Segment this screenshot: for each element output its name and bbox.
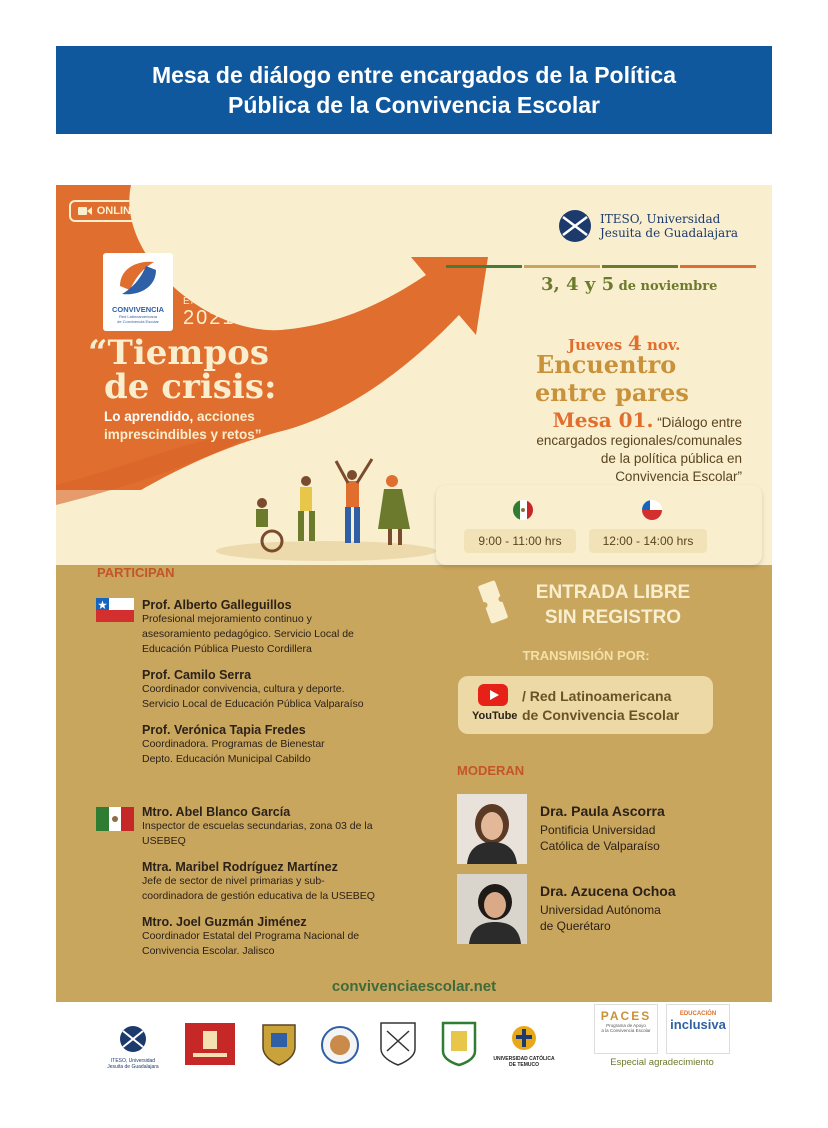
participants-mexico-list: [142, 805, 452, 959]
iteso-globe-icon: [558, 209, 592, 243]
iteso-name-line1: ITESO, Universidad: [600, 212, 721, 226]
catolica-logo-icon: [511, 1025, 537, 1051]
participant-name: Prof. Camilo Serra: [142, 668, 252, 682]
moderan-heading: MODERAN: [457, 763, 525, 778]
participant-item: [142, 598, 442, 657]
iteso-footer-globe-icon: [119, 1025, 147, 1053]
participant-name: Mtra. Maribel Rodríguez Martínez: [142, 860, 338, 874]
catolica-line1: UNIVERSIDAD CATÓLICA: [493, 1056, 555, 1062]
youtube-icon: [478, 684, 508, 706]
moderator-affiliation-line1: Pontificia Universidad: [540, 823, 656, 837]
online-label: ONLINE: [96, 205, 139, 217]
moderator-info-ochoa: [540, 883, 676, 934]
session-day-label: Jueves: [568, 336, 623, 354]
convivencia-logo-mark: [114, 256, 162, 300]
channel-line2: de Convivencia Escolar: [522, 707, 680, 723]
free-entry-label: [518, 580, 708, 630]
schedule-card: [436, 485, 762, 565]
catolica-line2: DE TEMUCO: [509, 1062, 539, 1068]
participant-desc-line: Coordinador convivencia, cultura y deporte.: [142, 683, 345, 695]
participant-desc-line: USEBEQ: [142, 835, 186, 847]
session-day-month: nov.: [641, 336, 681, 354]
red-university-logo: [185, 1023, 235, 1065]
shield-logo: [379, 1021, 417, 1067]
header-title-line1: Mesa de diálogo entre encargados de la Política: [151, 62, 677, 88]
youtube-label: YouTube: [472, 710, 518, 722]
participant-desc-line: Coordinadora. Programas de Bienestar: [142, 738, 325, 750]
video-camera-icon: [78, 206, 92, 216]
convivencia-logo-sub1: Red Latinoamericana: [118, 314, 158, 319]
participant-item: [142, 860, 452, 904]
time-mexico: 9:00 - 11:00 hrs: [464, 529, 576, 553]
participant-desc-line: Profesional mejoramiento continuo y: [142, 613, 312, 625]
event-poster: [56, 185, 772, 1077]
year-label: 2021: [183, 307, 236, 329]
mexico-flag-icon: [512, 499, 534, 521]
green-shield-logo: [441, 1021, 477, 1067]
participant-desc-line: Inspector de escuelas secundarias, zona 03 de la: [142, 820, 373, 832]
iteso-footer-line2: Jesuita de Guadalajara: [107, 1064, 159, 1070]
session-day-number: 4: [627, 331, 642, 355]
seal-logo: [320, 1025, 360, 1065]
crest-logo: [261, 1021, 297, 1067]
moderator-name: Dra. Azucena Ochoa: [540, 883, 676, 899]
paces-sub1: Programa de Apoyo: [606, 1023, 646, 1028]
mesa-desc-line2: encargados regionales/comunales: [536, 433, 742, 448]
mesa-label: Mesa 01.: [552, 408, 654, 432]
paces-name: PACES: [600, 1009, 652, 1023]
participant-name: Prof. Alberto Galleguillos: [142, 598, 292, 612]
inclusiva-top: EDUCACIÓN: [679, 1011, 717, 1017]
mesa-description: [444, 408, 742, 486]
participant-name: Prof. Verónica Tapia Fredes: [142, 723, 306, 737]
participant-desc-line: coordinadora de gestión educativa de la USEBEQ: [142, 890, 375, 902]
participant-item: [142, 805, 452, 849]
encuentro-label: ENCUENTRO: [183, 296, 256, 307]
website-link[interactable]: convivenciaescolar.net: [331, 978, 497, 995]
transmission-label: TRANSMISIÓN POR:: [522, 648, 650, 663]
online-badge: [69, 200, 147, 222]
iteso-footer-line1: ITESO, Universidad: [110, 1058, 156, 1064]
footer-logo-inclusiva: [666, 1004, 730, 1054]
convivencia-logo-name: CONVIVENCIA: [111, 305, 165, 314]
event-title-line1: “Tiempos: [88, 333, 269, 373]
dates-numbers: 3, 4 y 5: [541, 274, 615, 295]
participant-desc-line: Jefe de sector de nivel primarias y sub-: [142, 875, 325, 887]
participant-desc-line: Depto. Educación Municipal Cabildo: [142, 753, 311, 765]
participant-item: [142, 723, 442, 767]
moderator-name: Dra. Paula Ascorra: [540, 803, 665, 819]
event-name-line2: entre pares: [535, 378, 689, 407]
participant-item: [142, 668, 442, 712]
time-chile: 12:00 - 14:00 hrs: [589, 529, 707, 553]
mesa-desc-line4: Convivencia Escolar”: [615, 469, 742, 484]
paces-sub2: a la Convivencia Escolar: [601, 1028, 651, 1033]
participant-desc-line: Convivencia Escolar. Jalisco: [142, 945, 275, 957]
header-title-line2: Pública de la Convivencia Escolar: [228, 92, 600, 118]
participant-desc-line: asesoramiento pedagógico. Servicio Local de: [142, 628, 354, 640]
mexico-flag-participants-icon: [96, 807, 134, 831]
event-subtitle-line2: imprescindibles y retos”: [104, 427, 262, 442]
ticket-icon: [478, 578, 508, 626]
mesa-desc-line3: de la política pública en: [600, 451, 742, 466]
participant-name: Mtro. Joel Guzmán Jiménez: [142, 915, 307, 929]
participant-desc-line: Educación Pública Puesto Cordillera: [142, 643, 312, 655]
footer-logo-catolica: [484, 1025, 564, 1068]
people-celebrating-illustration: [206, 455, 446, 565]
moderator-affiliation-line2: de Querétaro: [540, 919, 611, 933]
youtube-channel-name: [522, 687, 679, 725]
event-subtitle-line1: [104, 409, 255, 424]
color-rule: [446, 265, 756, 268]
free-entry-line2: SIN REGISTRO: [544, 607, 682, 628]
subtitle-rest: acciones: [193, 409, 255, 424]
moderator-info-ascorra: [540, 803, 665, 854]
mesa-desc-line1: “Diálogo entre: [653, 415, 742, 430]
moderator-avatar: [457, 794, 527, 864]
dates-month: de noviembre: [614, 279, 718, 294]
participant-desc-line: Servicio Local de Educación Pública Valparaíso: [142, 698, 364, 710]
event-dates: [541, 274, 717, 295]
chile-flag-participants-icon: [96, 598, 134, 622]
participant-name: Mtro. Abel Blanco García: [142, 805, 291, 819]
footer-logo-paces: [594, 1004, 658, 1054]
convivencia-logo-sub2: de Convivencia Escolar: [117, 319, 159, 324]
participant-item: [142, 915, 452, 959]
channel-line1: / Red Latinoamericana: [522, 688, 672, 704]
footer-logo-iteso: [98, 1025, 168, 1070]
subtitle-highlight: Lo aprendido,: [104, 409, 194, 424]
inclusiva-name: inclusiva: [670, 1017, 726, 1032]
special-thanks-label: Especial agradecimiento: [610, 1057, 714, 1068]
chile-flag-icon: [641, 499, 663, 521]
moderator-affiliation-line2: Católica de Valparaíso: [540, 839, 660, 853]
participan-heading: PARTICIPAN: [97, 565, 175, 580]
free-entry-line1: ENTRADA LIBRE: [535, 582, 691, 603]
moderator-photo-ascorra: [457, 794, 527, 864]
participants-chile-list: [142, 598, 442, 767]
moderator-avatar: [457, 874, 527, 944]
header-banner: [56, 46, 772, 134]
iteso-name-line2: Jesuita de Guadalajara: [600, 226, 739, 240]
event-name-line1: Encuentro: [536, 350, 677, 379]
convivencia-logo: [103, 253, 173, 331]
moderator-affiliation-line1: Universidad Autónoma: [540, 903, 661, 917]
moderator-photo-ochoa: [457, 874, 527, 944]
participant-desc-line: Coordinador Estatal del Programa Nacional de: [142, 930, 360, 942]
event-title-line2: de crisis:: [104, 367, 277, 407]
